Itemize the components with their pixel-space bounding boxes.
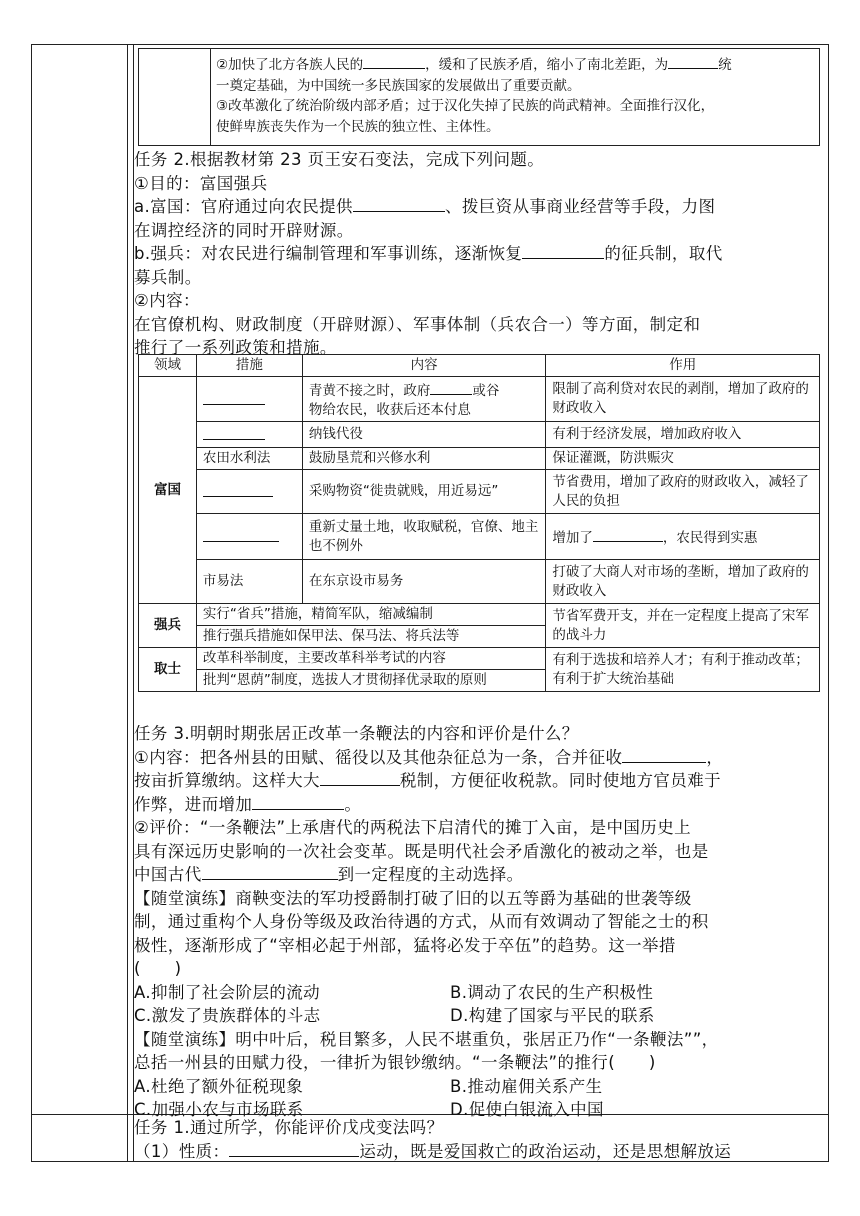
top-box-text: ②加快了北方各族人民的 ，缓和了民族矛盾，缩小了南北差距，为 统 一奠定基础，为中国统一多民族国家的发展做出了重要贡献。 ③改革激化了统治阶级内部矛盾；过于汉化失掉了民族的尚武精神。全面推行汉化， 使鲜卑族丧失作为一个民族的独立性、主体性。 <box>216 52 816 137</box>
cell-content: 青黄不接之时，政府 或谷 物给农民，收获后还本付息 <box>302 377 546 422</box>
area-army: 强兵 <box>139 604 197 648</box>
column-divider-1 <box>127 44 128 1162</box>
cell-effect: 增加了 ，农民得到实惠 <box>546 514 820 560</box>
scholar-measure-1: 改革科举制度，主要改革科举考试的内容 <box>196 648 546 670</box>
option-d: D.构建了国家与平民的联系 <box>450 1006 655 1025</box>
scholar-measure-2: 批判“恩荫”制度，选拔人才贯彻择优录取的原则 <box>196 670 546 692</box>
army-effect: 节省军费开支，并在一定程度上提高了宋军的战斗力 <box>546 604 820 648</box>
header-effect: 作用 <box>546 355 820 377</box>
option-b: B.推动雇佣关系产生 <box>450 1076 603 1096</box>
practice-2: 【随堂演练】明中叶后，税目繁多，人民不堪重负，张居正乃作“一条鞭法””， 总括一州县的田赋力役，一律折为银钞缴纳。“一条鞭法”的推行( ) A.杜绝了额外征税现象 B.推动雇佣关系产生 C.加强小农与市场联系 D.促使白银流入中国 <box>134 1028 820 1122</box>
cell-effect: 有利于经济发展，增加政府收入 <box>546 422 820 448</box>
area-rich: 富国 <box>139 377 197 604</box>
cell-content: 在东京设市易务 <box>302 560 546 604</box>
option-c: C.加强小农与市场联系 <box>134 1100 304 1119</box>
cell-effect: 限制了高利贷对农民的剥削，增加了政府的财政收入 <box>546 377 820 422</box>
top-box-divider <box>210 48 211 146</box>
option-a: A.抑制了社会阶层的流动 <box>134 982 321 1002</box>
cell-content: 采购物资“徙贵就贱，用近易远” <box>302 470 546 514</box>
option-c: C.激发了贵族群体的斗志 <box>134 1006 321 1025</box>
army-measure-2: 推行强兵措施如保甲法、保马法、将兵法等 <box>196 626 546 648</box>
cell-effect: 保证灌溉，防洪赈灾 <box>546 448 820 470</box>
header-content: 内容 <box>302 355 546 377</box>
task3-text: 任务 3.明朝时期张居正改革一条鞭法的内容和评价是什么？ ①内容：把各州县的田赋、徭役以及其他杂征总为一条，合并征收 ， 按亩折算缴纳。这样大大 税制，方便征收税款。同时使地方官员难于 作弊，进而增加 。 ②评价：“一条鞭法”上承唐代的两税法下启清代的摊丁入亩，是中国历史上 具有深远历史影响的一次社会变革。既是明代社会矛盾激化的被动之举，也是 中国古代 到一定程度的主动选择。 【随堂演练】商鞅变法的军功授爵制打破了旧的以五等爵为基础的世袭等级 制，通过重构个人身份等级及政治待遇的方式，从而有效调动了智能之士的积 极性，逐渐形成了“宰相必起于州部，猛将必发于卒伍”的趋势。这一举措 ( ) A.抑制了社会阶层的流动 B.调动了农民的生产积极性 C.激发了贵族群体的斗志 D.构建了国家与平民的联系 【随堂演练】明中叶后，税目繁多，人民不堪重负，张居正乃作“一条鞭法””， 总括一州县的田赋力役，一律折为银钞缴纳。“一条鞭法”的推行( ) A.杜绝了额外征税现象 B.推动雇佣关系产生 C.加强小农与市场联系 D.促使白银流入中国 <box>134 722 820 1122</box>
army-measure-1: 实行“省兵”措施，精简军队，缩减编制 <box>196 604 546 626</box>
task3-title: 任务 3.明朝时期张居正改革一条鞭法的内容和评价是什么？ <box>134 724 579 743</box>
area-scholar: 取士 <box>139 648 197 692</box>
blank-measure <box>196 514 302 560</box>
cell-measure: 农田水利法 <box>196 448 302 470</box>
option-d: D.促使白银流入中国 <box>450 1100 604 1119</box>
task2-title: 任务 2.根据教材第 23 页王安石变法，完成下列问题。 <box>134 150 545 169</box>
option-a: A.杜绝了额外征税现象 <box>134 1076 304 1096</box>
task2-text: 任务 2.根据教材第 23 页王安石变法，完成下列问题。 ①目的：富国强兵 a.富国：官府通过向农民提供 、拨巨资从事商业经营等手段，力图 在调控经济的同时开辟财源。 b.强兵：对农民进行编制管理和军事训练，逐渐恢复 的征兵制，取代 募兵制。 ②内容： 在官僚机构、财政制度（开辟财源）、军事体制（兵农合一）等方面，制定和 推行了一系列政策和措施。 <box>134 148 820 360</box>
scholar-effect: 有利于选拔和培养人才；有利于推动改革；有利于扩大统治基础 <box>546 648 820 692</box>
bottom-text: 任务 1.通过所学，你能评价戊戌变法吗？ （1）性质： 运动，既是爱国救亡的政治运动，还是思想解放运 <box>134 1116 820 1163</box>
reform-table <box>138 354 820 692</box>
cell-measure: 市易法 <box>196 560 302 604</box>
practice-1: 【随堂演练】商鞅变法的军功授爵制打破了旧的以五等爵为基础的世袭等级 制，通过重构个人身份等级及政治待遇的方式，从而有效调动了智能之士的积 极性，逐渐形成了“宰相必起于州部，猛将必发于卒伍”的趋势。这一举措 ( ) A.抑制了社会阶层的流动 B.调动了农民的生产积极性 C.激发了贵族群体的斗志 D.构建了国家与平民的联系 <box>134 887 820 1028</box>
blank-measure <box>196 470 302 514</box>
header-area: 领域 <box>139 355 197 377</box>
cell-effect: 打破了大商人对市场的垄断，增加了政府的财政收入 <box>546 560 820 604</box>
cell-content: 纳钱代役 <box>302 422 546 448</box>
cell-content: 重新丈量土地，收取赋税，官僚、地主也不例外 <box>302 514 546 560</box>
cell-effect: 节省费用，增加了政府的财政收入，减轻了人民的负担 <box>546 470 820 514</box>
cell-content: 鼓励垦荒和兴修水利 <box>302 448 546 470</box>
blank-measure <box>196 377 302 422</box>
header-measure: 措施 <box>196 355 302 377</box>
option-b: B.调动了农民的生产积极性 <box>450 982 654 1002</box>
blank-measure <box>196 422 302 448</box>
bottom-title: 任务 1.通过所学，你能评价戊戌变法吗？ <box>134 1118 444 1137</box>
